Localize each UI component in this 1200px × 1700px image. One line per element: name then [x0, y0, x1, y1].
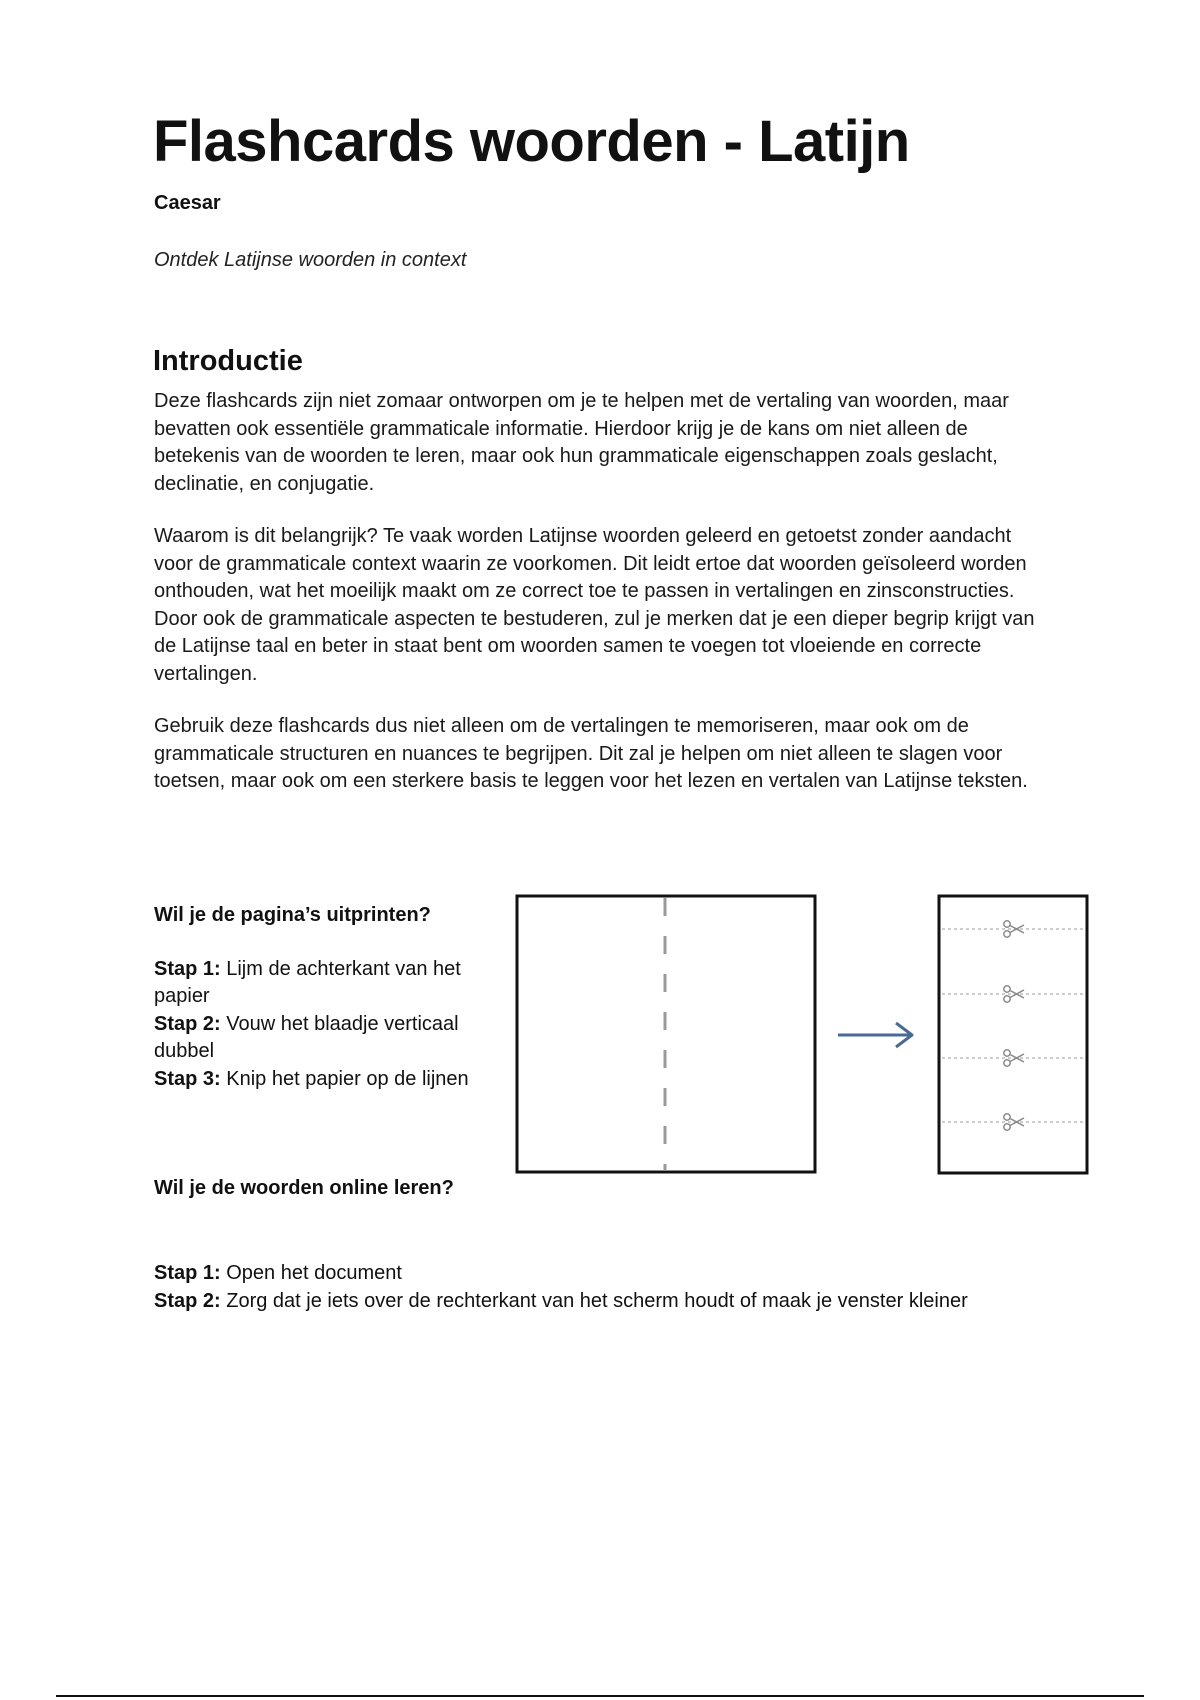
step-label: Stap 2:	[154, 1289, 221, 1312]
step-text: Open het document	[220, 1262, 402, 1284]
tagline: Ontdek Latijnse woorden in context	[154, 249, 467, 271]
print-heading: Wil je de pagina’s uitprinten?	[154, 904, 431, 926]
subtitle: Caesar	[154, 192, 221, 214]
step-text: Knip het papier op de lijnen	[220, 1067, 469, 1090]
step-label: Stap 3:	[154, 1067, 221, 1090]
intro-heading: Introductie	[153, 345, 303, 377]
intro-paragraph: Gebruik deze flashcards dus niet alleen om de vertalingen te memoriseren, maar ook om de grammaticale structuren en nuances te begrijpen. Dit zal je helpen om niet alleen te slagen voor toetsen, maar ook om een sterkere basis te leggen voor het lezen en vertalen van Latijnse teksten.	[154, 715, 1028, 792]
step-label: Stap 1:	[154, 957, 221, 980]
folded-strip	[939, 896, 1087, 1173]
step-text: Zorg dat je iets over de rechterkant van het scherm houdt of maak je venster kleiner	[220, 1289, 968, 1312]
online-heading: Wil je de woorden online leren?	[154, 1177, 454, 1199]
footer-divider	[56, 1695, 1144, 1697]
step-label: Stap 1:	[154, 1262, 221, 1284]
step-text: Lijm de achterkant van het papier	[154, 957, 461, 1007]
arrow-right-icon	[838, 1023, 912, 1047]
intro-paragraph: Deze flashcards zijn niet zomaar ontworpen om je te helpen met de vertaling van woorden, maar bevatten ook essentiële grammaticale informatie. Hierdoor krijg je de kans om niet alleen de betekenis van de woorden te leren, maar ook hun grammaticale eigenschappen zoals geslacht, declinatie, en conjugatie.	[154, 390, 1009, 495]
step-text: Vouw het blaadje verticaal dubbel	[154, 1012, 459, 1062]
step-label: Stap 2:	[154, 1012, 221, 1035]
intro-paragraph: Waarom is dit belangrijk? Te vaak worden Latijnse woorden geleerd en getoetst zonder aandacht voor de grammaticale context waarin ze voorkomen. Dit leidt ertoe dat woorden geïsoleerd worden onthouden, wat het moeilijk maakt om ze correct toe te passen in vertalingen en zinsconstructies. Door ook de grammaticale aspecten te bestuderen, zul je merken dat je een dieper begrip krijgt van de Latijnse taal en beter in staat bent om woorden samen te voegen tot vloeiende en correcte vertalingen.	[154, 525, 1035, 685]
page-title: Flashcards woorden - Latijn	[153, 109, 910, 174]
